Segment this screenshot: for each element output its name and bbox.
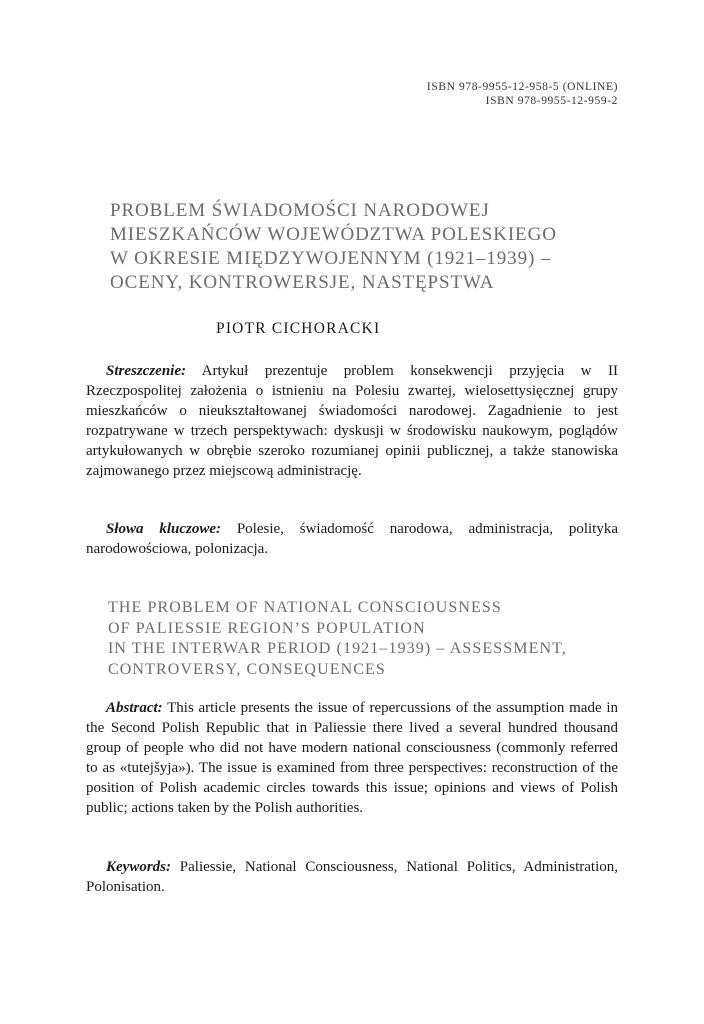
- abstract-english-text: This article presents the issue of repercussions of the assumption made in the Second Polish Republic that in Paliessie there lived a several hundred thousand group of people who did not have modern national consciousness (commonly referred to as «tutejšyja»). The issue is examined from three perspectives: reconstruction of the position of Polish academic circles towards this issue; opinions and views of Polish public; actions taken by the Polish authorities.: [86, 700, 618, 816]
- abstract-english: [86, 698, 618, 818]
- title-polish-line: OCENY, KONTROWERSJE, NASTĘPSTWA: [110, 272, 495, 293]
- title-english-line: OF PALIESSIE REGION’S POPULATION: [108, 619, 426, 637]
- title-polish-line: W OKRESIE MIĘDZYWOJENNYM (1921–1939) –: [110, 248, 552, 269]
- title-polish-line: MIESZKAŃCÓW WOJEWÓDZTWA POLESKIEGO: [110, 224, 557, 245]
- keywords-polish-label: Słowa kluczowe:: [106, 521, 222, 537]
- title-english-line: THE PROBLEM OF NATIONAL CONSCIOUSNESS: [108, 599, 502, 616]
- keywords-english: [86, 857, 618, 897]
- abstract-polish: [86, 361, 618, 481]
- author-name: PIOTR CICHORACKI: [216, 320, 381, 337]
- abstract-polish-label: Streszczenie:: [106, 363, 186, 379]
- keywords-polish: [86, 519, 618, 559]
- title-english-line: CONTROVERSY, CONSEQUENCES: [108, 660, 386, 678]
- title-english: [108, 598, 628, 680]
- title-polish-line: PROBLEM ŚWIADOMOŚCI NARODOWEJ: [110, 200, 490, 221]
- title-polish: [110, 199, 630, 295]
- keywords-english-text: Paliessie, National Consciousness, National Politics, Administration, Polonisation.: [86, 859, 618, 895]
- abstract-polish-text: Artykuł prezentuje problem konsekwencji przyjęcia w II Rzeczpospolitej założenia o istnieniu na Polesiu zwartej, wielosettysięcznej grupy mieszkańców o nieukształtowanej świadomości narodowej. Zagadnienie to jest rozpatrywane w trzech perspektywach: dyskusji w środowisku naukowym, poglądów artykułowanych w obrębie szeroko rozumianej opinii publicznej, a także stanowiska zajmowanego przez miejscową administrację.: [86, 363, 618, 479]
- keywords-polish-text: Polesie, świadomość narodowa, administracja, polityka narodowościowa, polonizacja.: [86, 521, 618, 557]
- keywords-english-label: Keywords:: [106, 859, 171, 875]
- abstract-english-label: Abstract:: [106, 700, 163, 716]
- title-english-line: IN THE INTERWAR PERIOD (1921–1939) – ASSESSMENT,: [108, 640, 567, 657]
- isbn-block: [427, 80, 618, 108]
- isbn-print: ISBN 978-9955-12-959-2: [485, 95, 618, 107]
- isbn-online: ISBN 978-9955-12-958-5 (ONLINE): [426, 81, 618, 93]
